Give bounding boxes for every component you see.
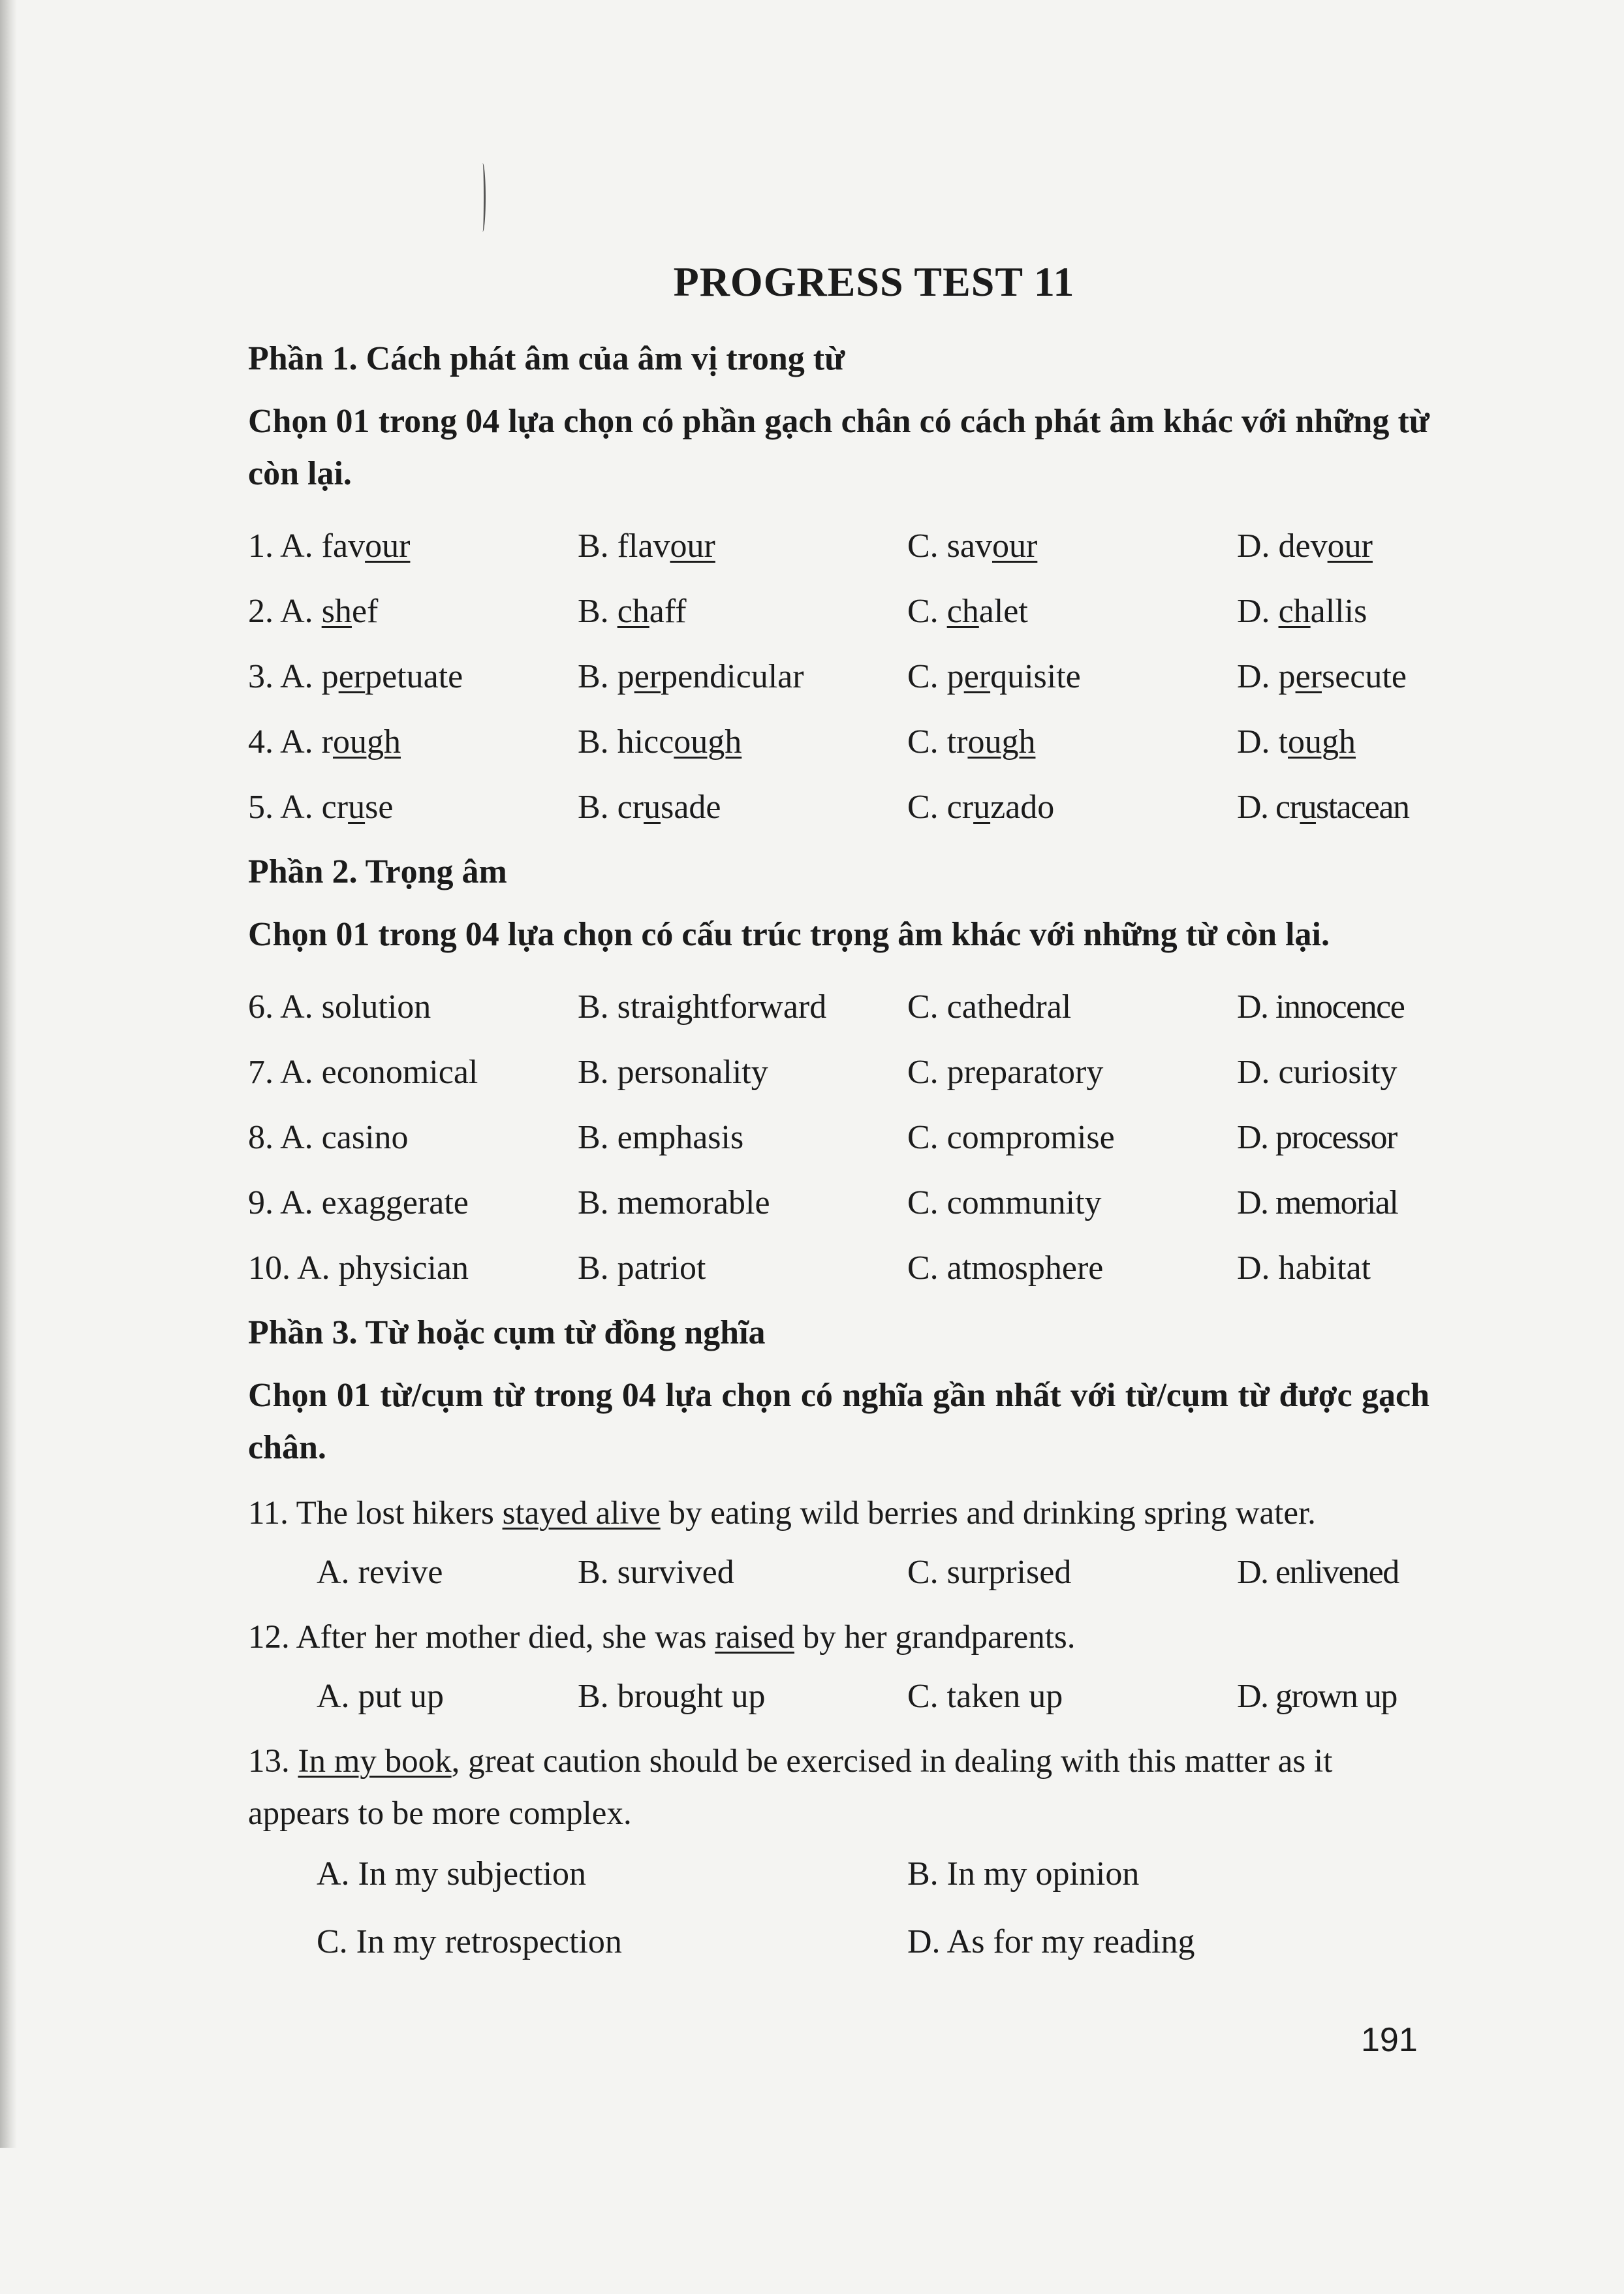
part3-heading: Phần 3. Từ hoặc cụm từ đồng nghĩa [248,1314,766,1351]
question-row-4 [248,709,1429,774]
option-5b: B. crusade [578,788,721,826]
test-content [248,326,1429,1975]
option-13c: C. In my retrospection [317,1923,622,1960]
option-4d: D. tough [1237,723,1356,761]
option-3d: D. persecute [1237,657,1407,695]
option-2b: B. chaff [578,592,687,630]
option-12b: B. brought up [578,1677,766,1715]
option-11b: B. survived [578,1553,734,1591]
option-1a: 1. A. favour [248,527,411,565]
option-4b: B. hiccough [578,723,742,761]
question-12: 12. After her mother died, she was raised by her grandparents. [248,1619,1076,1656]
option-10d: D. habitat [1237,1249,1371,1287]
option-10a: 10. A. physician [248,1249,469,1287]
question-row-1 [248,513,1429,578]
option-1d: D. devour [1237,527,1373,565]
option-8d: D. processor [1237,1118,1397,1156]
option-13b: B. In my opinion [907,1855,1140,1893]
option-9b: B. memorable [578,1184,770,1221]
part2-heading: Phần 2. Trọng âm [248,853,507,890]
option-7c: C. preparatory [907,1053,1104,1091]
option-5c: C. cruzado [907,788,1055,826]
option-3b: B. perpendicular [578,657,804,695]
option-7a: 7. A. economical [248,1053,478,1091]
option-8c: C. compromise [907,1118,1115,1156]
option-1b: B. flavour [578,527,715,565]
option-12a: A. put up [317,1677,444,1715]
option-13d: D. As for my reading [907,1923,1195,1960]
option-3a: 3. A. perpetuate [248,657,463,695]
option-11a: A. revive [317,1553,443,1591]
option-8b: B. emphasis [578,1118,744,1156]
question-11-options [248,1539,1429,1605]
page-title: PROGRESS TEST 11 [673,259,1075,305]
question-row-2 [248,578,1429,644]
option-2c: C. chalet [907,592,1028,630]
option-10c: C. atmosphere [907,1249,1104,1287]
question-13-options-row1 [248,1840,1429,1908]
option-12d: D. grown up [1237,1677,1397,1715]
question-row-6 [248,974,1429,1039]
question-row-7 [248,1039,1429,1105]
part2-instruction: Chọn 01 trong 04 lựa chọn có cấu trúc trọng âm khác với những từ còn lại. [248,916,1330,953]
question-13: 13. In my book, great caution should be exercised in dealing with this matter as it appears to be more complex. [248,1743,1333,1832]
question-row-8 [248,1105,1429,1170]
option-4a: 4. A. rough [248,723,401,761]
option-6b: B. straightforward [578,988,827,1026]
option-13a: A. In my subjection [317,1855,587,1893]
option-7b: B. personality [578,1053,768,1091]
part1-instruction: Chọn 01 trong 04 lựa chọn có phần gạch chân có cách phát âm khác với những từ còn lại. [248,403,1429,492]
option-2d: D. challis [1237,592,1367,630]
question-11: 11. The lost hikers stayed alive by eating wild berries and drinking spring water. [248,1495,1316,1532]
option-10b: B. patriot [578,1249,706,1287]
option-6a: 6. A. solution [248,988,431,1026]
question-row-10 [248,1235,1429,1300]
option-5a: 5. A. cruse [248,788,394,826]
question-13-options-row2 [248,1908,1429,1975]
option-9c: C. community [907,1184,1102,1221]
option-6c: C. cathedral [907,988,1072,1026]
option-11d: D. enlivened [1237,1553,1399,1591]
option-5d: D. crustacean [1237,788,1409,826]
scan-edge-shadow [0,0,17,2148]
page-number: 191 [1361,2021,1418,2059]
option-12c: C. taken up [907,1677,1063,1715]
option-7d: D. curiosity [1237,1053,1398,1091]
part1-heading: Phần 1. Cách phát âm của âm vị trong từ [248,340,845,377]
option-1c: C. savour [907,527,1038,565]
pen-mark [480,163,486,232]
option-8a: 8. A. casino [248,1118,409,1156]
option-11c: C. surprised [907,1553,1072,1591]
option-4c: C. trough [907,723,1036,761]
option-3c: C. perquisite [907,657,1081,695]
question-row-9 [248,1170,1429,1235]
question-row-5 [248,774,1429,840]
question-12-options [248,1663,1429,1729]
option-6d: D. innocence [1237,988,1405,1026]
option-9a: 9. A. exaggerate [248,1184,469,1221]
option-2a: 2. A. shef [248,592,379,630]
question-row-3 [248,644,1429,709]
part3-instruction: Chọn 01 từ/cụm từ trong 04 lựa chọn có nghĩa gần nhất với từ/cụm từ được gạch chân. [248,1377,1429,1466]
option-9d: D. memorial [1237,1184,1398,1221]
